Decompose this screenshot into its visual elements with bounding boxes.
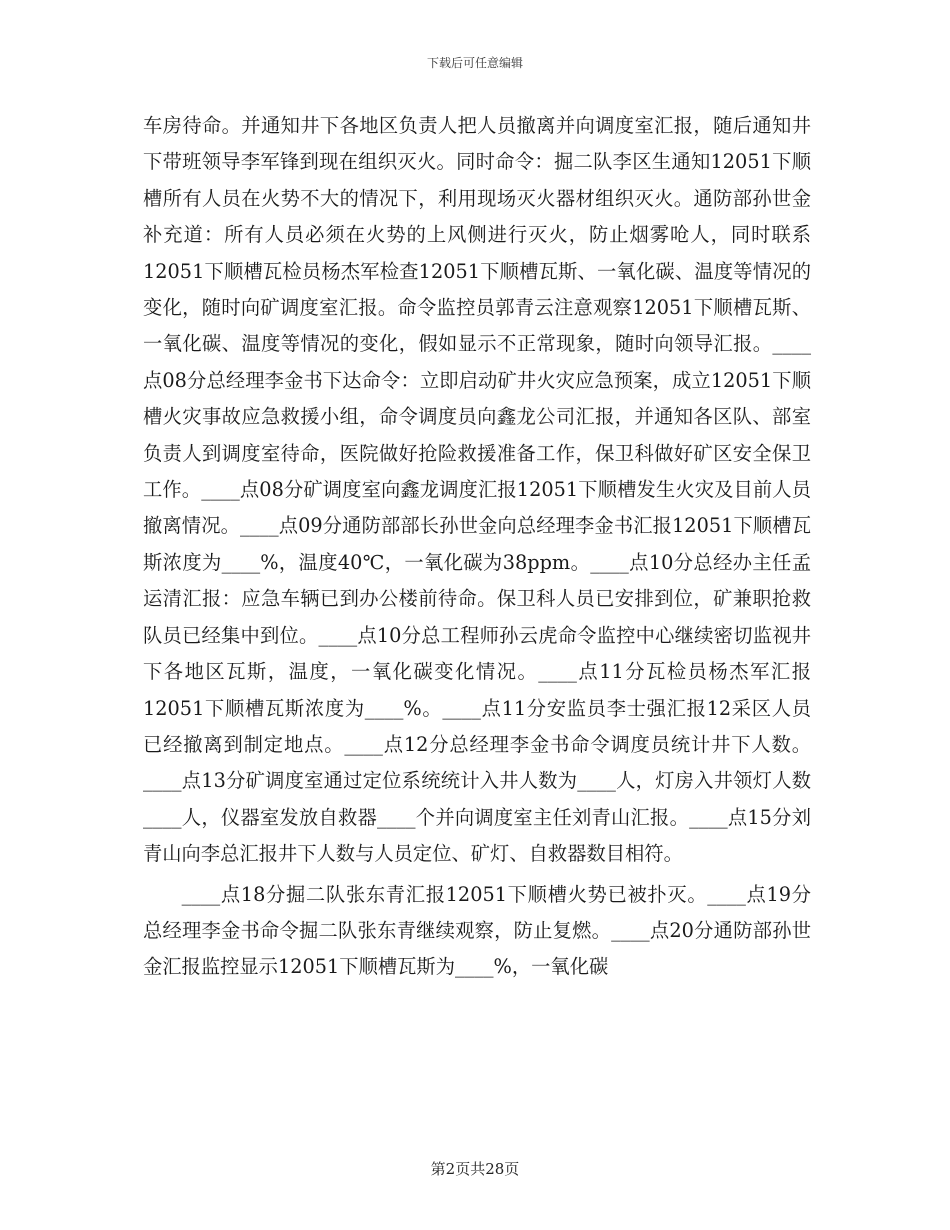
document-body <box>143 108 811 986</box>
page-footer: 第2页共28页 <box>430 1160 520 1178</box>
page-header: 下载后可任意编辑 <box>426 56 523 70</box>
body-paragraph: 车房待命。并通知井下各地区负责人把人员撤离并向调度室汇报，随后通知井下带班领导李军锋到现在组织灭火。同时命令：掘二队李区生通知12051下顺槽所有人员在火势不大的情况下，利用现场灭火器材组织灭火。通防部孙世金补充道：所有人员必须在火势的上风侧进行灭火，防止烟雾呛人，同时联系12051下顺槽瓦检员杨杰军检查12051下顺槽瓦斯、一氧化碳、温度等情况的变化，随时向矿调度室汇报。命令监控员郭青云注意观察12051下顺槽瓦斯、一氧化碳、温度等情况的变化，假如显示不正常现象，随时向领导汇报。____点08分总经理李金书下达命令：立即启动矿井火灾应急预案，成立12051下顺槽火灾事故应急救援小组，命令调度员向鑫龙公司汇报，并通知各区队、部室负责人到调度室待命，医院做好抢险救援准备工作，保卫科做好矿区安全保卫工作。____点08分矿调度室向鑫龙调度汇报12051下顺槽发生火灾及目前人员撤离情况。____点09分通防部部长孙世金向总经理李金书汇报12051下顺槽瓦斯浓度为____%，温度40℃，一氧化碳为38ppm。____点10分总经办主任孟运清汇报：应急车辆已到办公楼前待命。保卫科人员已安排到位，矿兼职抢救队员已经集中到位。____点10分总工程师孙云虎命令监控中心继续密切监视井下各地区瓦斯，温度，一氧化碳变化情况。____点11分瓦检员杨杰军汇报12051下顺槽瓦斯浓度为____%。____点11分安监员李士强汇报12采区人员已经撤离到制定地点。____点12分总经理李金书命令调度员统计井下人数。____点13分矿调度室通过定位系统统计入井人数为____人，灯房入井领灯人数____人，仪器室发放自救器____个并向调度室主任刘青山汇报。____点15分刘青山向李总汇报井下人数与人员定位、矿灯、自救器数目相符。 <box>143 114 811 866</box>
body-paragraph: ____点18分掘二队张东青汇报12051下顺槽火势已被扑灭。____点19分总经理李金书命令掘二队张东青继续观察，防止复燃。____点20分通防部孙世金汇报监控显示12051下顺槽瓦斯为____%，一氧化碳 <box>143 882 811 979</box>
